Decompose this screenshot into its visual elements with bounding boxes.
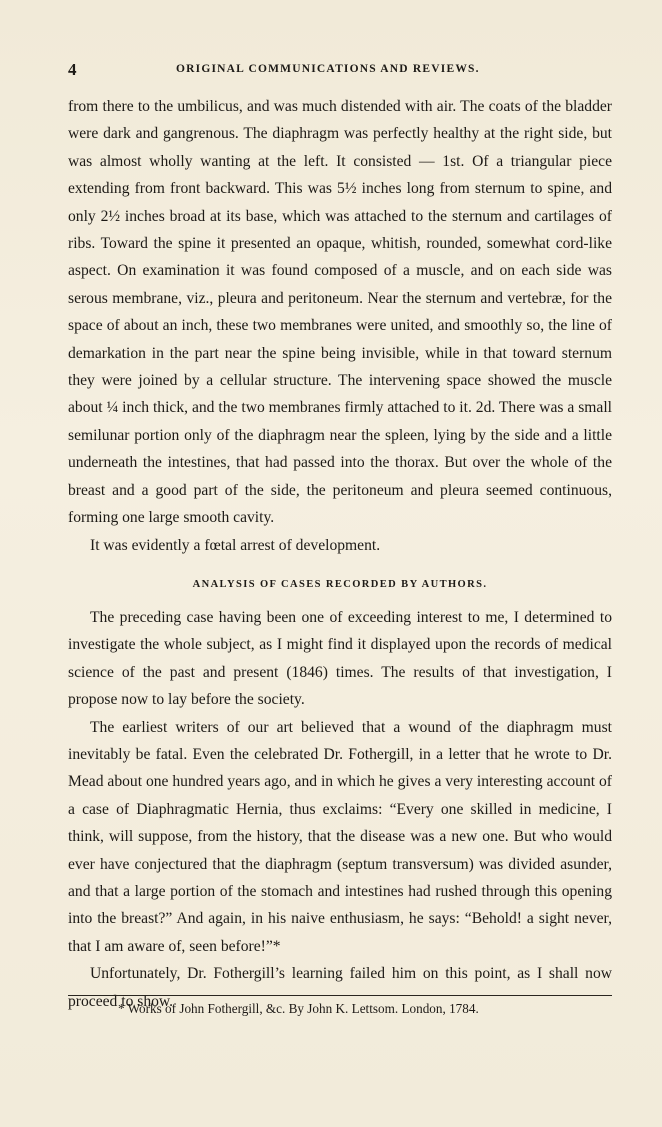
running-head: ORIGINAL COMMUNICATIONS AND REVIEWS. <box>176 63 480 75</box>
body-text <box>68 93 612 1015</box>
paragraph-conclusion: It was evidently a fœtal arrest of development. <box>90 536 381 554</box>
paragraph-fothergill: The earliest writers of our art believed that a wound of the diaphragm must inevitably be fatal. Even the celebrated Dr. Fothergill, in a letter that he wrote to Dr. Mead about one hundred years ago, and in which he gives a very interesting account of a case of Diaphragmatic Hernia, thus exclaims: “Every one skilled in medicine, I think, will suppose, from the history, that the disease was a new one. But who would ever have conjectured that the diaphragm (septum transversum) was divided asunder, and that a large portion of the stomach and intestines had rushed through this opening into the breast?” And again, in his naive enthusiasm, he says: “Behold! a sight never, that I am aware of, seen before!”* <box>68 718 612 955</box>
paragraph-analysis-intro: The preceding case having been one of exceeding interest to me, I determined to investigate the whole subject, as I might find it displayed upon the records of medical science of the past and present (1846) times. The results of that investigation, I propose now to lay before the society. <box>68 608 612 709</box>
page-number: 4 <box>68 60 77 79</box>
footnote-divider <box>68 995 612 996</box>
page-header <box>68 60 608 82</box>
section-heading: ANALYSIS OF CASES RECORDED BY AUTHORS. <box>192 578 488 590</box>
paragraph-unfortunately: Unfortunately, Dr. Fothergill’s learning failed him on this point, as I shall now proceed to show. <box>68 965 612 1010</box>
footnote: * Works of John Fothergill, &c. By John K. Lettsom. London, 1784. <box>118 1001 479 1016</box>
paragraph-case-description: from there to the umbilicus, and was much distended with air. The coats of the bladder were dark and gangrenous. The diaphragm was perfectly healthy at the right side, but was almost wholly wanting at the left. It consisted — 1st. Of a triangular piece extending from front backward. This was 5½ inches long from sternum to spine, and only 2½ inches broad at its base, which was attached to the sternum and cartilages of ribs. Toward the spine it presented an opaque, whitish, rounded, somewhat cord-like aspect. On examination it was found composed of a muscle, and on each side was serous membrane, viz., pleura and peritoneum. Near the sternum and vertebræ, for the space of about an inch, these two membranes were united, and smoothly so, the line of demarkation in the part near the spine being invisible, while in that toward sternum they were joined by a cellular structure. The intervening space showed the muscle about ¼ inch thick, and the two membranes firmly attached to it. 2d. There was a small semilunar portion only of the diaphragm near the spleen, lying by the side and a little underneath the intestines, that had passed into the thorax. But over the whole of the breast and a good part of the side, the peritoneum and pleura seemed continuous, forming one large smooth cavity. <box>68 98 612 527</box>
